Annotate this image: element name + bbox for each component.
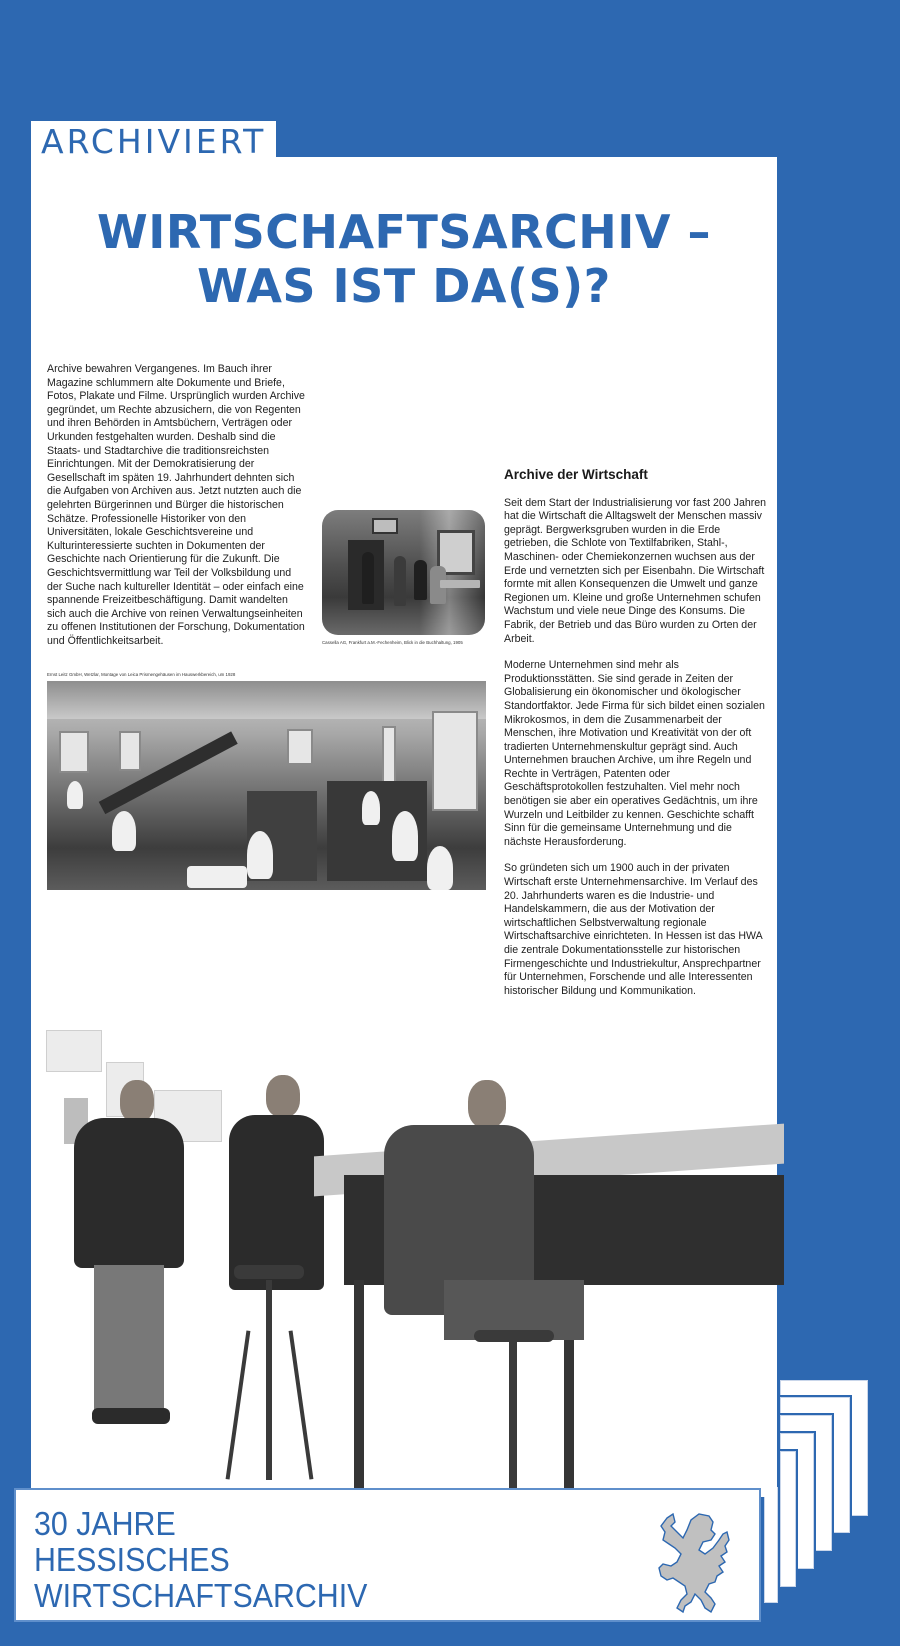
- article-paragraph: Seit dem Start der Industrialisierung vor fast 200 Jahren hat die Wirtschaft die Alltagswelt der Menschen massiv geprägt. Bergwerksgruben wurden in die Erde getrieben, die Schlote von Textilfabriken, Stahl-, Maschinen- oder Chemiekonzernen wuchsen aus der Erde und vernetzten sich per Eisenbahn. Die Wirtschaft formte mit allen Konsequenzen die Umwelt und ganze Regionen um. Kleine und große Unternehmen schufen Wachstum und viele neue Dinge des Konsums. Die Fabrik, der Betrieb und das Büro wurden zu Orten der Arbeit.: [504, 496, 767, 645]
- stacked-page-decoration: [762, 1485, 780, 1605]
- photo-detail: [47, 681, 486, 719]
- footer-line-1: 30 JAHRE: [34, 1505, 176, 1542]
- photo-detail: [354, 1280, 364, 1490]
- section-heading: Archive der Wirtschaft: [504, 467, 648, 482]
- photo-office-icon: [322, 510, 485, 635]
- photo-detail: [427, 846, 453, 890]
- photo-detail: [74, 1118, 184, 1268]
- hessian-lion-icon: [653, 1508, 741, 1616]
- photo-detail: [234, 1265, 304, 1279]
- photo-detail: [440, 580, 480, 588]
- photo-detail: [59, 731, 89, 773]
- photo-detail: [226, 1330, 251, 1479]
- footer-line-3: WIRTSCHAFTSARCHIV: [34, 1577, 368, 1614]
- photo-detail: [46, 1030, 102, 1072]
- page-title: [31, 205, 777, 313]
- intro-text: Archive bewahren Vergangenes. Im Bauch ihrer Magazine schlummern alte Dokumente und Briefe, Fotos, Plakate und Filme. Ursprünglich wurden Archive gegründet, um Rechte abzusichern, die von Regenten und ihren Behörden in Amtsbüchern, Verträgen oder Urkunden festgehalten wurden. Deshalb sind die Staats- und Stadtarchive die traditionsreichsten Einrichtungen. Mit der Demokratisierung der Gesellschaft im späten 19. Jahrhundert dehnten sich die Aufgaben von Archiven aus. Jetzt nutzten auch die gelehrten Bürgerinnen und Bürger die historischen Schätze. Professionelle Historiker von den Universitäten, lokale Geschichtsvereine und Kulturinteressierte suchten in Dokumenten der Geschichte nach Orientierung für die Zukunft. Die Geschichtsvermittlung war Teil der Volksbildung und der Suche nach kultureller Identität – oder einfach eine spannende Freizeitbeschäftigung. Damit wandelten sich auch die Archive von reinen Verwaltungseinheiten zu offenen Institutionen der Forschung, Dokumentation und Öffentlichkeitsarbeit.: [47, 363, 305, 647]
- photo-detail: [394, 556, 406, 606]
- title-line-1: WIRTSCHAFTSARCHIV –: [96, 205, 711, 259]
- photo-caption: Ernst Leitz GmbH, Wetzlar, Montage von Leica Prismengehäusen im Hauswerkbereich, um 1928: [47, 672, 236, 677]
- title-line-2: WAS IST DA(S)?: [197, 259, 611, 313]
- photo-detail: [229, 1115, 324, 1290]
- article-paragraph: So gründeten sich um 1900 auch in der privaten Wirtschaft erste Unternehmensarchive. Im Verlauf des 20. Jahrhunderts waren es die Industrie- und Handelskammern, die aus der Motivation der wirtschaftlichen Selbstverwaltung regionale Wirtschaftsarchive einrichteten. In Hessen ist das HWA die zentrale Dokumentationsstelle zur historischen Firmengeschichte und Industriekultur, Ansprechpartner für Unternehmen, Forschende und alle Interessenten historischer Bildung und Kommunikation.: [504, 862, 763, 997]
- article-section: [504, 468, 769, 1011]
- article-paragraph: Moderne Unternehmen sind mehr als Produktionsstätten. Sie sind gerade in Zeiten der Globalisierung ein ökonomischer und ökologischer Standortfaktor. Jede Firma für sich bildet einen sozialen Mikrokosmos, in dem die Zusammenarbeit der Menschen, ihre Motivation und Kreativität von der oft tradierten Unternehmenskultur geprägt sind. Auch Unternehmen brauchen Archive, um ihre Regeln und Rechte in Verträgen, Patenten oder Geschäftsprotokollen festzuhalten. Viel mehr noch benötigen sie aber ein operatives Gedächtnis, um ihre Wurzeln und Leitbilder zu kennen. Geschichte schafft Sinn für die gemeinsame Unternehmung und die nächste Herausforderung.: [504, 659, 765, 848]
- photo-detail: [414, 560, 427, 600]
- institution-name: [34, 1506, 367, 1614]
- photo-detail: [120, 1080, 154, 1122]
- footer-line-2: HESSISCHES: [34, 1541, 230, 1578]
- footer-banner: [14, 1488, 761, 1622]
- photo-detail: [392, 811, 418, 861]
- photo-workshop-icon: [47, 681, 486, 890]
- photo-detail: [362, 791, 380, 825]
- photo-caption: Cassella AG, Frankfurt a.M.-Fechenheim, Blick in die Buchhaltung, 1905: [322, 640, 463, 645]
- photo-detail: [509, 1340, 517, 1490]
- photo-detail: [468, 1080, 506, 1128]
- photo-detail: [266, 1075, 300, 1117]
- photo-detail: [92, 1408, 170, 1424]
- photo-detail: [247, 831, 273, 879]
- photo-detail: [67, 781, 83, 809]
- photo-detail: [362, 552, 374, 604]
- photo-detail: [94, 1265, 164, 1415]
- photo-detail: [432, 711, 478, 811]
- photo-detail: [287, 729, 313, 765]
- photo-detail: [372, 518, 398, 534]
- category-tag: ARCHIVIERT: [31, 121, 276, 159]
- photo-detail: [112, 811, 136, 851]
- photo-detail: [266, 1280, 272, 1480]
- photo-clerks-icon: [44, 1030, 784, 1490]
- photo-detail: [382, 726, 396, 786]
- photo-detail: [289, 1330, 314, 1479]
- photo-detail: [119, 731, 141, 771]
- photo-detail: [187, 866, 247, 888]
